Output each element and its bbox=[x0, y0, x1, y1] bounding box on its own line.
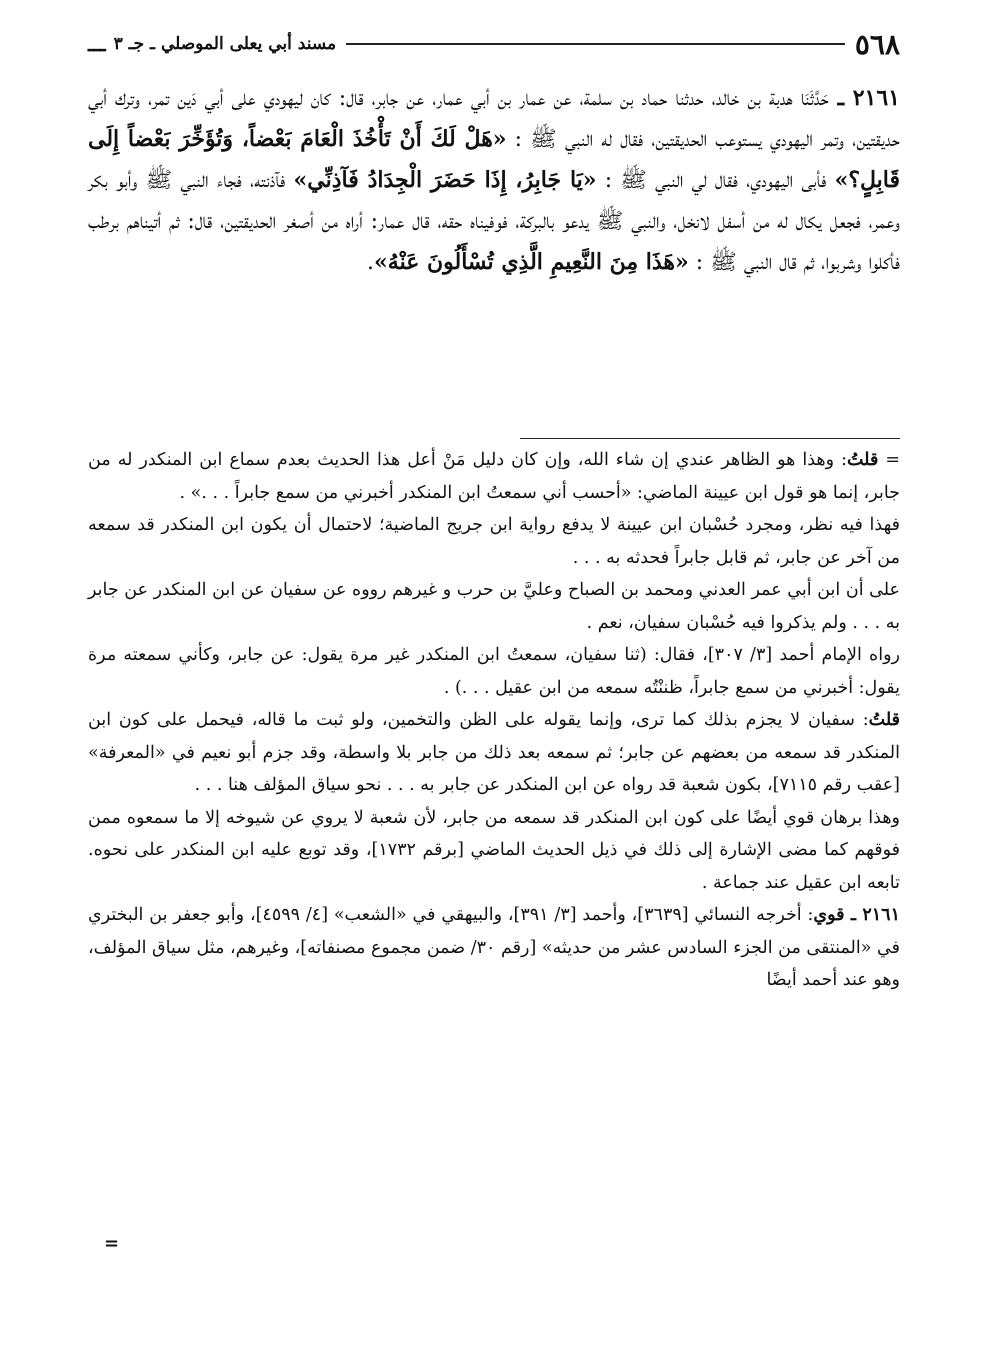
hadith-text-part-3: فآذنته، فجاء النبي ﷺ وأبو بكر وعمر، فجعل يكال له من أسفل لانخل، والنبي ﷺ يدعو بالبركة، فوفيناه حقه، قال عمار: أراه من أصغر الحديقتين، قال: ثم أتيناهم برطب فأكلوا وشربوا، ثم قال النبي ﷺ : bbox=[88, 168, 900, 275]
footnote-paragraph: فهذا فيه نظر، ومجرد حُسْبان ابن عيينة لا يدفع رواية ابن جريج الماضية؛ لاحتمال أن يكون ابن المنكدر قد سمعه من آخر عن جابر، ثم قابل جابراً فحدثه به . . . bbox=[88, 515, 900, 568]
hadith-number: ٢١٦١ bbox=[852, 85, 900, 111]
footnotes bbox=[88, 444, 900, 997]
prophet-quote-2: «يَا جَابِرُ، إِذَا حَضَرَ الْجِدَادُ فَآذِنِّي» bbox=[293, 167, 597, 193]
note-label: قلتُ bbox=[846, 450, 879, 470]
prophet-quote-1: «هَلْ لَكَ أَنْ تَأْخُذَ الْعَامَ بَعْضاً، وَتُؤَخِّرَ بَعْضاً إِلَى قَابِلٍ؟» bbox=[88, 126, 901, 193]
hadith-dash: ـ bbox=[828, 85, 853, 111]
hadith-text bbox=[88, 78, 900, 283]
footnote-separator bbox=[520, 438, 900, 439]
note-text: : وهذا هو الظاهر عندي إن شاء الله، وإن كان دليل مَنْ أعل هذا الحديث بعدم سماع ابن المنكدر له من جابر، إنما هو قول ابن عيينة الماضي: «أحسب أني سمعتُ ابن المنكدر أخبرني من سمع جابراً . . .» . bbox=[88, 450, 900, 503]
book-title: مسند أبي يعلى الموصلي ـ جـ ٣ bbox=[113, 34, 337, 54]
hadith-text-part-2: فأبى اليهودي، فقال لي النبي ﷺ : bbox=[596, 168, 835, 193]
continuation-mark-end: = bbox=[104, 1233, 120, 1254]
note-label: قلتُ bbox=[868, 710, 900, 730]
takhrij-text: : أخرجه النسائي [٣٦٣٩]، وأحمد [٣/ ٣٩١]، والبيهقي في «الشعب» [٤/ ٤٥٩٩]، وأبو جعفر بن البختري في «المنتقى من الجزء السادس عشر من حديثه» [رقم ٣٠/ ضمن مجموع مصنفاته]، وغيرهم، مثل سياق المؤلف، وهو عند أحمد أيضًا bbox=[88, 905, 900, 990]
footnote-paragraph: وهذا برهان قوي أيضًا على كون ابن المنكدر قد سمعه من جابر، لأن شعبة لا يروي عن شيوخه إلا ما سمعوه ممن فوقهم كما مضى الإشارة إلى ذلك في ذيل الحديث الماضي [برقم ١٧٣٢]، وقد توبع عليه ابن المنكدر على نحوه. تابعه ابن عقيل عند جماعة . bbox=[88, 807, 900, 893]
footnote-paragraph: رواه الإمام أحمد [٣/ ٣٠٧]، فقال: (ثنا سفيان، سمعتُ ابن المنكدر غير مرة يقول: عن جابر، وكأني سمعته مرة يقول: أخبرني من سمع جابراً، ظننْتُه سمعه من ابن عقيل . . .) . bbox=[88, 645, 900, 698]
hadith-end: . bbox=[367, 250, 375, 275]
header-dash: ـــ bbox=[88, 32, 106, 56]
footnote-paragraph bbox=[88, 704, 900, 802]
header-rule bbox=[346, 43, 845, 45]
prophet-quote-3: «هَذَا مِنَ النَّعِيمِ الَّذِي تُسْأَلُونَ عَنْهُ» bbox=[374, 249, 689, 275]
note-text: : سفيان لا يجزم بذلك كما ترى، وإنما يقوله على الظن والتخمين، ولو ثبت ما قاله، فيحمل على كون ابن المنكدر قد سمعه من بعضهم عن جابر؛ ثم سمعه بعد ذلك من جابر بلا واسطة، وقد جزم أبو نعيم في «المعرفة» [عقب رقم ٧١١٥]، بكون شعبة قد رواه عن ابن المنكدر عن جابر به . . . نحو سياق المؤلف هنا . . . bbox=[88, 710, 900, 795]
takhrij-label: ٢١٦١ ـ قوي bbox=[813, 905, 900, 925]
footnote-paragraph bbox=[88, 444, 900, 509]
footnote-paragraph bbox=[88, 899, 900, 997]
page-number: ٥٦٨ bbox=[854, 27, 900, 61]
page-header bbox=[88, 26, 900, 62]
footnote-paragraph: على أن ابن أبي عمر العدني ومحمد بن الصباح وعليَّ بن حرب و غيرهم رووه عن سفيان عن ابن المنكدر عن جابر به . . . ولم يذكروا فيه حُسْبان سفيان، نعم . bbox=[88, 580, 900, 633]
continuation-mark: = bbox=[878, 450, 900, 470]
hadith-text-part-1: حَدَّثَنَا هدبة بن خالد، حدثنا حماد بن سلمة، عن عمار بن أبي عمار، عن جابر، قال: كان ليهودي على أبي دَين تمر، وترك أبي حديقتين، وتمر اليهودي يستوعب الحديقتين، فقال له النبي ﷺ : bbox=[88, 86, 900, 152]
